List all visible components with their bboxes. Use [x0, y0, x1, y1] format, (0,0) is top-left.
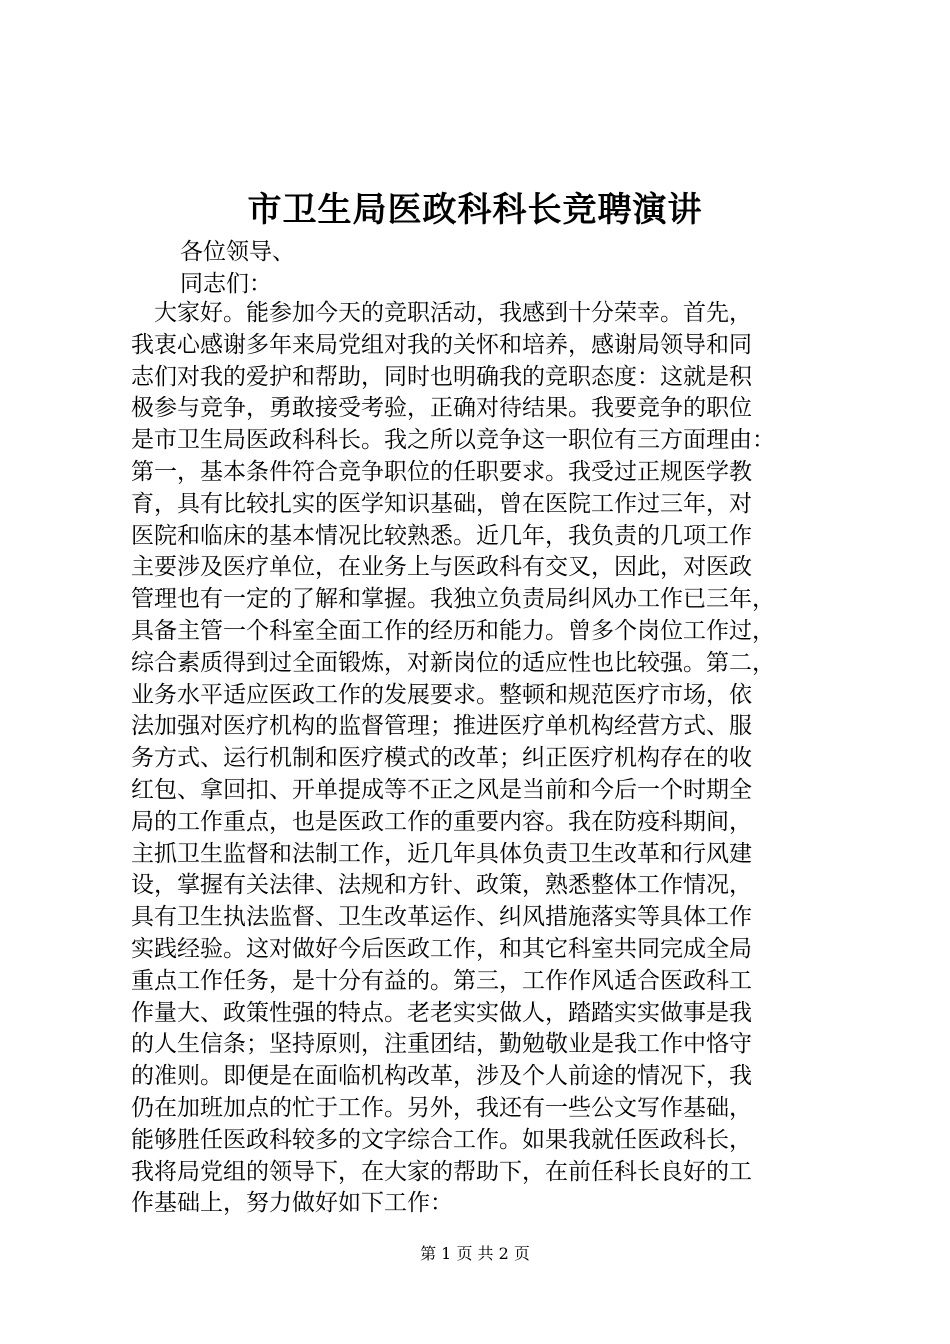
body-line: 具有卫生执法监督、卫生改革运作、纠风措施落实等具体工作 [131, 904, 752, 931]
body-line: 是市卫生局医政科科长。我之所以竞争这一职位有三方面理由： [131, 427, 775, 454]
body-line: 极参与竞争，勇敢接受考验，正确对待结果。我要竞争的职位 [131, 395, 752, 422]
salutation-comrades: 同志们： [180, 271, 272, 297]
body-line: 医院和临床的基本情况比较熟悉。近几年，我负责的几项工作 [131, 522, 752, 549]
body-line: 法加强对医疗机构的监督管理；推进医疗单机构经营方式、服 [131, 713, 752, 740]
body-line: 设，掌握有关法律、法规和方针、政策，熟悉整体工作情况， [131, 872, 752, 899]
body-line: 业务水平适应医政工作的发展要求。整顿和规范医疗市场，依 [131, 681, 752, 708]
document-title: 市卫生局医政科科长竞聘演讲 [247, 190, 703, 230]
body-line: 我衷心感谢多年来局党组对我的关怀和培养，感谢局领导和同 [131, 331, 752, 358]
body-line: 的人生信条；坚持原则，注重团结，勤勉敬业是我工作中恪守 [131, 1031, 752, 1058]
body-line: 综合素质得到过全面锻炼，对新岗位的适应性也比较强。第二， [131, 649, 775, 676]
body-line: 重点工作任务，是十分有益的。第三，工作作风适合医政科工 [131, 967, 752, 994]
body-line: 大家好。能参加今天的竞职活动，我感到十分荣幸。首先， [131, 300, 752, 326]
body-line: 红包、拿回扣、开单提成等不正之风是当前和今后一个时期全 [131, 776, 752, 803]
page-number-footer: 第 1 页 共 2 页 [420, 1244, 530, 1263]
speech-body [131, 298, 831, 1220]
body-line: 实践经验。这对做好今后医政工作，和其它科室共同完成全局 [131, 935, 752, 962]
body-line: 仍在加班加点的忙于工作。另外，我还有一些公文写作基础， [131, 1094, 752, 1121]
body-line: 管理也有一定的了解和掌握。我独立负责局纠风办工作已三年， [131, 586, 775, 613]
body-line: 作量大、政策性强的特点。老老实实做人，踏踏实实做事是我 [131, 999, 752, 1026]
body-line: 作基础上，努力做好如下工作： [131, 1190, 453, 1217]
body-line: 具备主管一个科室全面工作的经历和能力。曾多个岗位工作过， [131, 617, 775, 644]
body-line: 能够胜任医政科较多的文字综合工作。如果我就任医政科长， [131, 1126, 752, 1153]
salutation-leaders: 各位领导、 [180, 239, 295, 265]
body-line: 的准则。即便是在面临机构改革，涉及个人前途的情况下，我 [131, 1063, 752, 1090]
body-line: 志们对我的爱护和帮助，同时也明确我的竞职态度：这就是积 [131, 363, 752, 390]
body-line: 育，具有比较扎实的医学知识基础，曾在医院工作过三年，对 [131, 490, 752, 517]
body-line: 主抓卫生监督和法制工作，近几年具体负责卫生改革和行风建 [131, 840, 752, 867]
body-line: 务方式、运行机制和医疗模式的改革；纠正医疗机构存在的收 [131, 745, 752, 772]
body-line: 第一，基本条件符合竞争职位的任职要求。我受过正规医学教 [131, 458, 752, 485]
body-line: 我将局党组的领导下，在大家的帮助下，在前任科长良好的工 [131, 1158, 752, 1185]
body-line: 局的工作重点，也是医政工作的重要内容。我在防疫科期间， [131, 808, 752, 835]
body-line: 主要涉及医疗单位，在业务上与医政科有交叉，因此，对医政 [131, 554, 752, 581]
